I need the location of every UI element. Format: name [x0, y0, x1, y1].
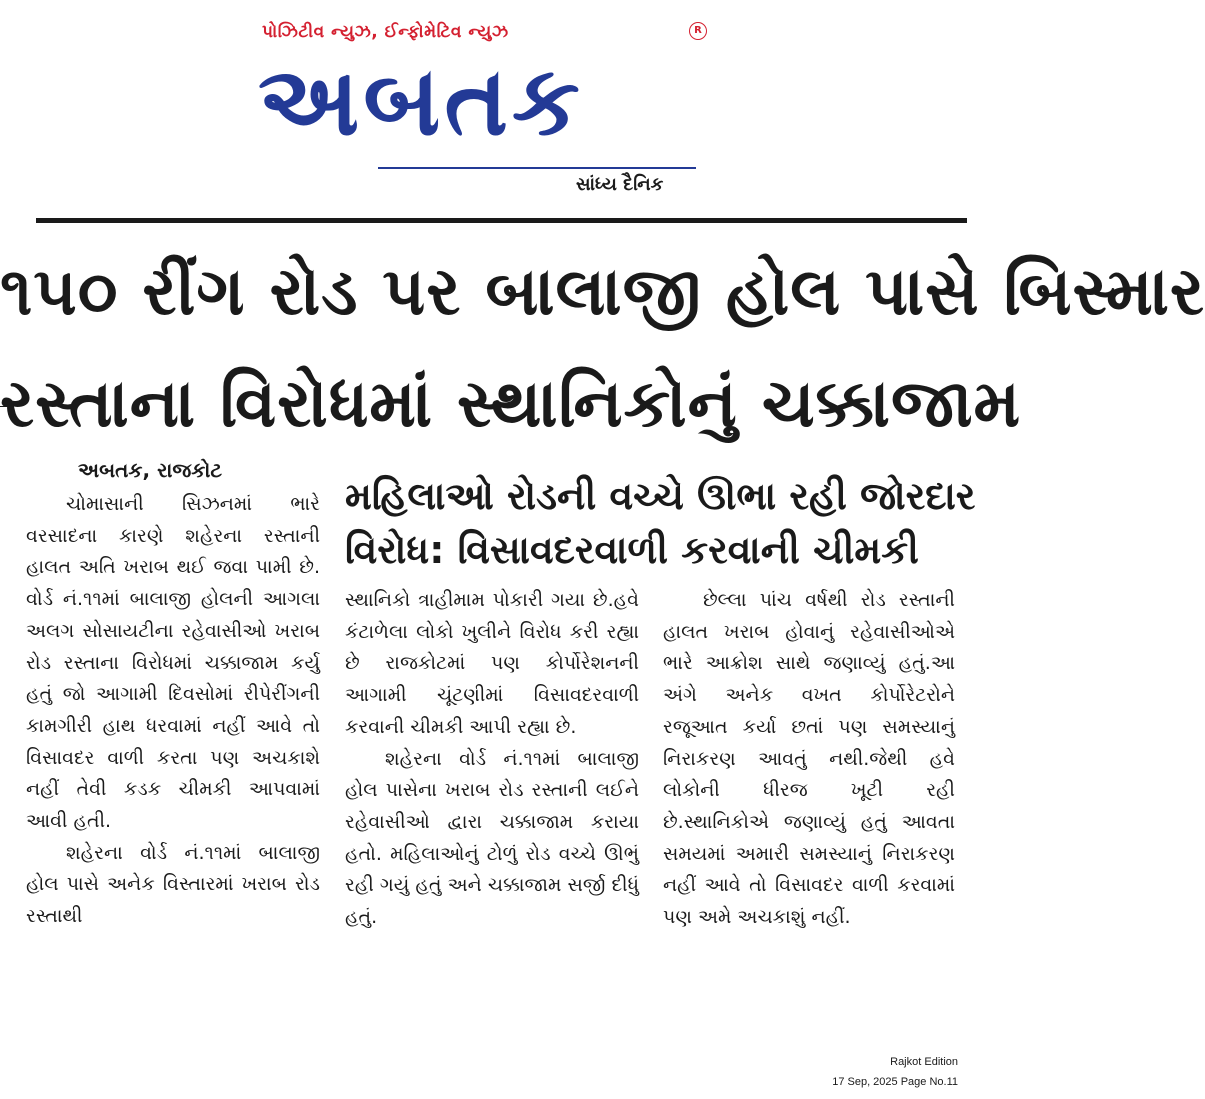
header-divider [36, 218, 967, 223]
article-column-3 [663, 585, 955, 934]
subheadline-line-1: મહિલાઓ રોડની વચ્ચે ઊભા રહી જોરદાર [345, 474, 976, 518]
edition-date-page: 17 Sep, 2025 Page No.11 [832, 1076, 958, 1088]
registered-mark-icon: R [689, 22, 707, 40]
headline-line-1: ૧૫૦ રીંગ રોડ પર બાલાજી હોલ પાસે બિસ્માર [0, 253, 1205, 330]
edition-name: Rajkot Edition [890, 1056, 958, 1068]
subheadline-line-2: વિરોધ: વિસાવદરવાળી કરવાની ચીમકી [345, 528, 919, 572]
paragraph: સ્થાનિકો ત્રાહીમામ પોકારી ગયા છે.હવે કંટાળેલા લોકો ખુલીને વિરોધ કરી રહ્યા છે રાજકોટમાં પણ કોર્પોરેશનની આગામી ચૂંટણીમાં વિસાવદરવાળી કરવાની ચીમકી આપી રહ્યા છે. [345, 589, 639, 738]
paragraph: છેલ્લા પાંચ વર્ષથી રોડ રસ્તાની હાલત ખરાબ હોવાનું રહેવાસીઓએ ભારે આક્રોશ સાથે જણાવ્યું હતું.આ અંગે અનેક વખત કોર્પોરેટરોને રજૂઆત કર્યા છતાં પણ સમસ્યાનું નિરાકરણ આવતું નથી.જેથી હવે લોકોની ધીરજ ખૂટી રહી છે.સ્થાનિકોએ જણાવ્યું હતું આવતા સમયમાં અમારી સમસ્યાનું નિરાકરણ નહીં આવે તો વિસાવદર વાળી કરવામાં પણ અમે અચકાશું નહીં. [663, 589, 955, 929]
masthead-tagline: પોઝિટીવ ન્યુઝ, ઈન્ફોમેટિવ ન્યુઝ [262, 22, 509, 42]
dateline: અબતક, રાજકોટ [78, 458, 223, 482]
newspaper-logo[interactable]: અબતક [258, 45, 584, 157]
logo-underline [378, 167, 696, 169]
article-column-2 [345, 585, 639, 934]
paragraph: ચોમાસાની સિઝનમાં ભારે વરસાદના કારણે શહેરના રસ્તાની હાલત અતિ ખરાબ થઈ જવા પામી છે. વોર્ડ નં.૧૧માં બાલાજી હોલની આગલા અલગ સોસાયટીના રહેવાસીઓ ખરાબ રોડ રસ્તાના વિરોધમાં ચક્કાજામ કર્યુ હતું જો આગામી દિવસોમાં રીપેરીંગની કામગીરી હાથ ધરવામાં નહીં આવે તો વિસાવદર વાળી કરતા પણ અચકાશે નહીં તેવી કડક ચીમકી આપવામાં આવી હતી. [26, 493, 320, 833]
article-column-1 [26, 489, 320, 933]
edition-info [800, 1052, 958, 1092]
paragraph: શહેરના વોર્ડ નં.૧૧માં બાલાજી હોલ પાસે અનેક વિસ્તારમાં ખરાબ રોડ રસ્તાથી [26, 841, 320, 928]
masthead-subtitle: સાંધ્ય દૈનિક [576, 174, 664, 195]
paragraph: શહેરના વોર્ડ નં.૧૧માં બાલાજી હોલ પાસેના ખરાબ રોડ રસ્તાની લઈને રહેવાસીઓ દ્વારા ચક્કાજામ કરાયા હતો. મહિલાઓનું ટોળું રોડ વચ્ચે ઊભું રહી ગયું હતું અને ચક્કાજામ સર્જી દીધું હતું. [345, 747, 639, 929]
headline-line-2: રસ્તાના વિરોધમાં સ્થાનિકોનું ચક્કાજામ [0, 365, 1022, 442]
